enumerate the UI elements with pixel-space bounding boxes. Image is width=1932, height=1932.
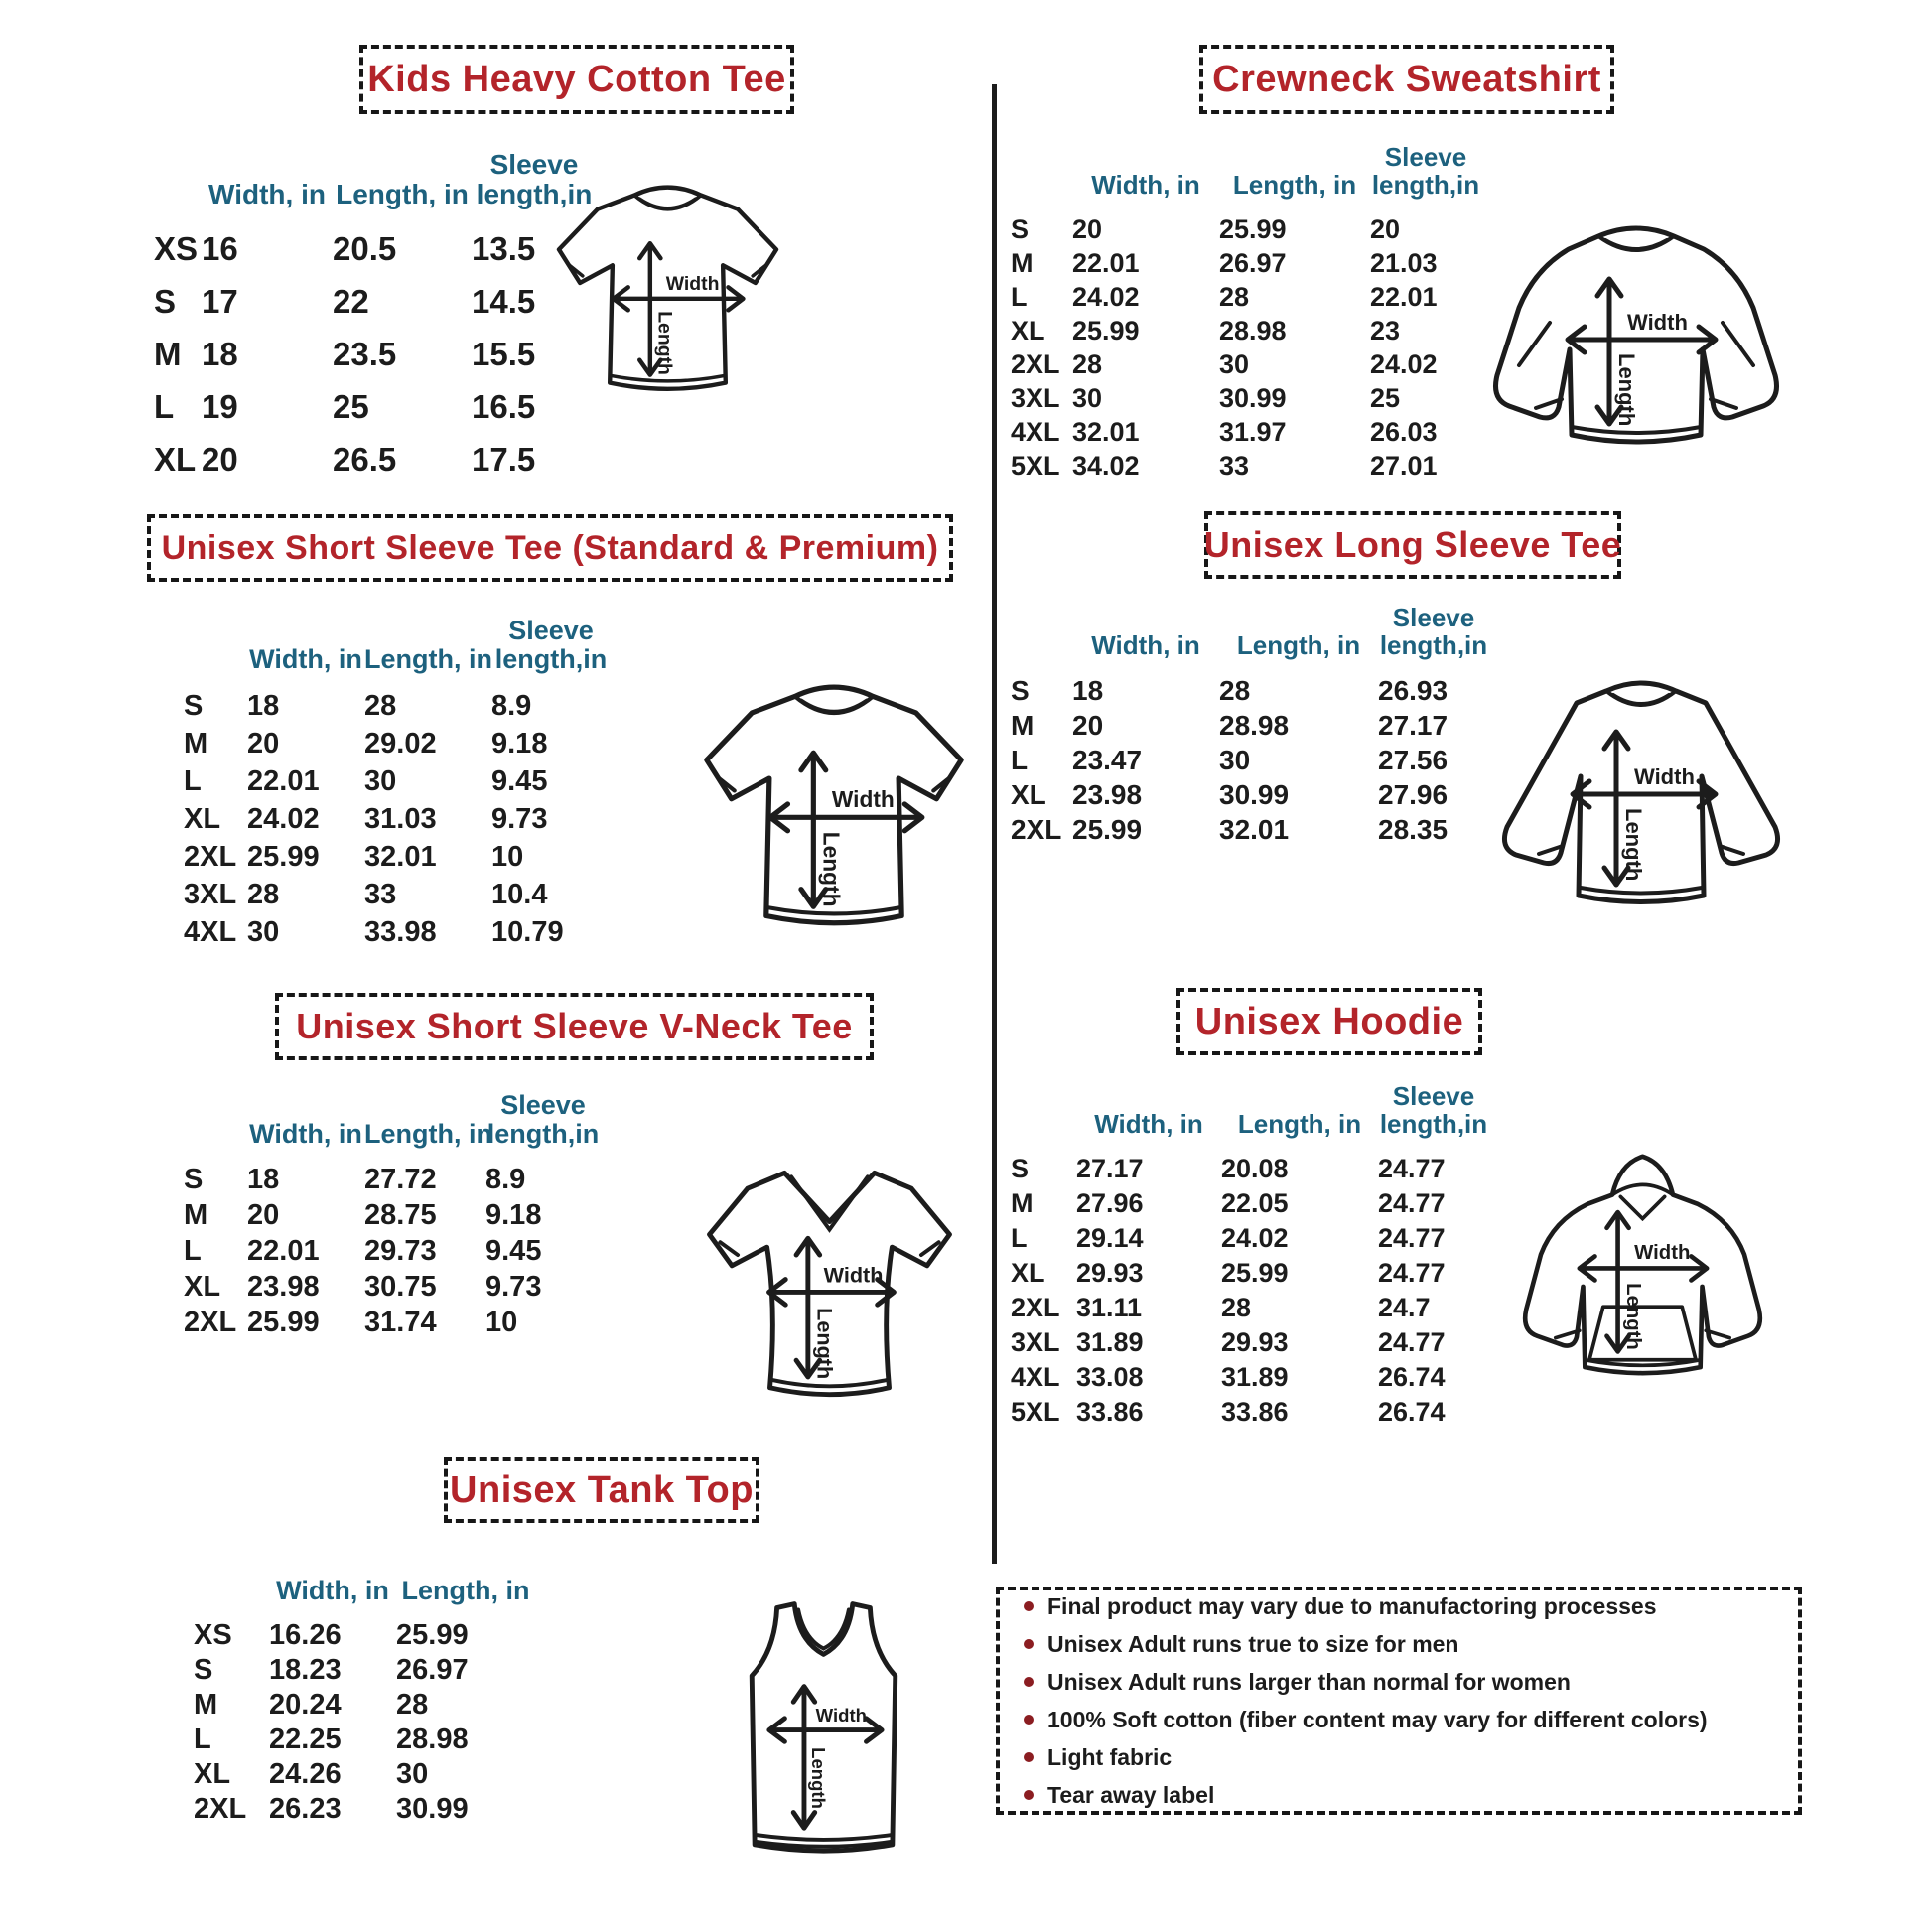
col-header-sleeve (1378, 605, 1489, 673)
width-label: Width (831, 786, 895, 812)
cell-value: 24.77 (1378, 1258, 1446, 1288)
cell-value: 24.02 (1221, 1223, 1289, 1253)
col-header-sleeve-line2: length,in (494, 643, 608, 674)
cell-value: 17.5 (472, 441, 536, 478)
cell-value: 16.26 (269, 1619, 342, 1651)
size-label: 2XL (1011, 349, 1060, 379)
cell-value: 23.5 (333, 336, 397, 372)
cell-value: 20 (247, 728, 280, 759)
cell-value: 23 (1370, 316, 1401, 345)
size-label: S (184, 1164, 204, 1195)
cell-value: 25 (333, 388, 369, 425)
cell-value: 24.77 (1378, 1327, 1446, 1357)
size-label: 5XL (1011, 1397, 1060, 1427)
col-header-length: Length, in (336, 178, 469, 209)
size-label: 3XL (1011, 1327, 1060, 1357)
cell-value: 9.45 (485, 1235, 542, 1267)
size-label: M (184, 1199, 208, 1231)
size-label: L (154, 388, 175, 425)
section-title-crewneck (1199, 45, 1614, 114)
col-header-sleeve (485, 1091, 601, 1162)
cell-value: 23.98 (247, 1271, 320, 1303)
size-label: XL (1011, 316, 1045, 345)
vneck-tee-table (184, 1070, 601, 1340)
note-item (1024, 1631, 1774, 1658)
cell-value: 32.01 (1219, 814, 1290, 845)
cell-value: 27.72 (364, 1164, 437, 1195)
cell-value: 25.99 (1221, 1258, 1289, 1288)
cell-value: 30.99 (1219, 383, 1287, 413)
section-title-text: Unisex Short Sleeve Tee (Standard & Premium) (161, 528, 939, 567)
col-header-width: Width, in (249, 643, 362, 674)
section-title-short-sleeve-tee (147, 514, 953, 582)
cell-value: 27.17 (1076, 1154, 1144, 1183)
section-title-text: Unisex Tank Top (450, 1468, 754, 1511)
note-text: 100% Soft cotton (fiber content may vary for different colors) (1047, 1706, 1708, 1732)
size-label: S (194, 1654, 213, 1686)
cell-value: 18 (247, 1164, 280, 1195)
cell-value: 28 (1219, 282, 1250, 312)
col-header-sleeve-line1: Sleeve (489, 149, 579, 181)
crewneck-illustration (1472, 208, 1800, 477)
cell-value: 25.99 (247, 841, 320, 873)
corner-spacer (1011, 659, 1072, 673)
cell-value: 24.26 (269, 1758, 342, 1790)
cell-value: 30.99 (1219, 779, 1290, 810)
cell-value: 25.99 (396, 1619, 469, 1651)
size-label: 2XL (1011, 814, 1062, 845)
size-label: M (1011, 1188, 1034, 1218)
cell-value: 10.4 (491, 879, 548, 910)
cell-value: 26.23 (269, 1793, 342, 1825)
size-label: 4XL (1011, 1362, 1060, 1392)
col-header-sleeve-line2: length,in (1379, 1108, 1488, 1139)
long-sleeve-tee-illustration (1477, 665, 1805, 943)
length-label: Length (812, 1308, 838, 1380)
size-label: S (1011, 675, 1030, 706)
kids-tee-table (154, 127, 597, 485)
cell-value: 29.73 (364, 1235, 437, 1267)
cell-value: 16 (202, 230, 238, 267)
notes-box (996, 1587, 1802, 1815)
cell-value: 31.11 (1076, 1293, 1143, 1322)
size-label: 4XL (1011, 417, 1060, 447)
cell-value: 25 (1370, 383, 1401, 413)
size-label: 2XL (1011, 1293, 1060, 1322)
corner-spacer (1011, 1138, 1076, 1152)
cell-value: 22.05 (1221, 1188, 1289, 1218)
cell-value: 20.5 (333, 230, 397, 267)
col-header-sleeve-line1: Sleeve (508, 616, 594, 646)
cell-value: 25.99 (247, 1307, 320, 1338)
vneck-tee-illustration (683, 1140, 976, 1433)
cell-value: 9.45 (491, 765, 548, 797)
size-label: 3XL (1011, 383, 1060, 413)
corner-spacer (1011, 199, 1072, 212)
size-label: XL (154, 441, 197, 478)
cell-value: 18 (247, 690, 280, 722)
size-label: XL (1011, 1258, 1045, 1288)
cell-value: 16.5 (472, 388, 536, 425)
cell-value: 30.75 (364, 1271, 437, 1303)
size-label: L (1011, 282, 1028, 312)
cell-value: 28 (396, 1689, 429, 1721)
note-text: Unisex Adult runs true to size for men (1047, 1630, 1459, 1657)
size-label: XS (154, 230, 199, 267)
cell-value: 15.5 (472, 336, 536, 372)
cell-value: 25.99 (1072, 316, 1140, 345)
col-header-sleeve-line1: Sleeve (1384, 142, 1467, 173)
cell-value: 30 (247, 916, 280, 948)
col-header-length: Length, in (1236, 629, 1361, 660)
cell-value: 20 (1370, 214, 1401, 244)
size-label: L (194, 1724, 211, 1755)
cell-value: 31.97 (1219, 417, 1287, 447)
note-text: Tear away label (1047, 1781, 1215, 1808)
cell-value: 10.79 (491, 916, 564, 948)
note-text: Final product may vary due to manufactoring processes (1047, 1592, 1657, 1619)
length-label: Length (1614, 353, 1639, 427)
cell-value: 25.99 (1219, 214, 1287, 244)
cell-value: 32.01 (364, 841, 437, 873)
width-label: Width (665, 273, 720, 295)
cell-value: 27.96 (1076, 1188, 1144, 1218)
cell-value: 9.18 (491, 728, 548, 759)
cell-value: 29.02 (364, 728, 437, 759)
short-sleeve-tee-illustration (680, 663, 988, 951)
width-label: Width (1627, 310, 1688, 335)
size-label: XS (194, 1619, 232, 1651)
size-label: XL (1011, 779, 1046, 810)
size-label: M (1011, 248, 1034, 278)
col-header-sleeve-line2: length,in (486, 1118, 600, 1149)
cell-value: 27.96 (1378, 779, 1449, 810)
cell-value: 26.74 (1378, 1362, 1446, 1392)
section-title-tank-top (444, 1457, 759, 1523)
cell-value: 30.99 (396, 1793, 469, 1825)
size-label: 2XL (194, 1793, 247, 1825)
cell-value: 28 (1219, 675, 1251, 706)
column-divider (992, 84, 997, 1564)
cell-value: 20 (1072, 214, 1103, 244)
corner-spacer (154, 208, 202, 222)
cell-value: 31.89 (1221, 1362, 1289, 1392)
cell-value: 23.98 (1072, 779, 1143, 810)
width-label: Width (815, 1704, 868, 1725)
note-item (1024, 1707, 1774, 1733)
cell-value: 18.23 (269, 1654, 342, 1686)
cell-value: 20 (1072, 710, 1104, 741)
size-label: M (194, 1689, 218, 1721)
col-header-length: Length, in (364, 643, 492, 674)
cell-value: 19 (202, 388, 238, 425)
col-header-width: Width, in (1091, 169, 1200, 200)
cell-value: 26.93 (1378, 675, 1449, 706)
corner-spacer (194, 1604, 269, 1618)
section-title-hoodie (1176, 988, 1482, 1055)
width-label: Width (823, 1262, 884, 1288)
size-label: XL (184, 1271, 221, 1303)
section-title-text: Kids Heavy Cotton Tee (367, 58, 786, 100)
cell-value: 28.98 (1219, 710, 1290, 741)
cell-value: 30 (396, 1758, 429, 1790)
bullet-dot (1024, 1715, 1034, 1725)
cell-value: 24.77 (1378, 1223, 1446, 1253)
cell-value: 29.93 (1221, 1327, 1289, 1357)
cell-value: 24.02 (1370, 349, 1438, 379)
cell-value: 17 (202, 283, 238, 320)
section-title-text: Unisex Long Sleeve Tee (1203, 524, 1622, 565)
col-header-width: Width, in (208, 178, 326, 209)
width-label: Width (1634, 764, 1695, 789)
cell-value: 23.47 (1072, 745, 1143, 775)
length-label: Length (1621, 808, 1646, 882)
section-title-long-sleeve-tee (1204, 511, 1621, 579)
cell-value: 26.97 (396, 1654, 469, 1686)
hoodie-illustration (1491, 1142, 1794, 1417)
cell-value: 27.56 (1378, 745, 1449, 775)
cell-value: 21.03 (1370, 248, 1438, 278)
col-header-length: Length, in (364, 1118, 492, 1149)
cell-value: 28.98 (396, 1724, 469, 1755)
cell-value: 24.02 (247, 803, 320, 835)
cell-value: 33.08 (1076, 1362, 1144, 1392)
size-label: S (184, 690, 204, 722)
section-title-text: Unisex Short Sleeve V-Neck Tee (296, 1006, 853, 1046)
size-label: M (184, 728, 208, 759)
cell-value: 10 (491, 841, 524, 873)
cell-value: 13.5 (472, 230, 536, 267)
size-label: 5XL (1011, 451, 1060, 481)
cell-value: 28 (247, 879, 280, 910)
col-header-width: Width, in (276, 1575, 389, 1605)
note-text: Unisex Adult runs larger than normal for women (1047, 1668, 1571, 1695)
cell-value: 28.75 (364, 1199, 437, 1231)
corner-spacer (184, 1148, 247, 1162)
note-text: Light fabric (1047, 1743, 1173, 1770)
cell-value: 26.97 (1219, 248, 1287, 278)
short-sleeve-tee-table (184, 596, 611, 951)
cell-value: 32.01 (1072, 417, 1140, 447)
cell-value: 22.01 (247, 765, 320, 797)
section-title-vneck-tee (275, 993, 874, 1060)
cell-value: 24.77 (1378, 1154, 1446, 1183)
note-item (1024, 1744, 1774, 1771)
col-header-sleeve-line1: Sleeve (1392, 1081, 1475, 1112)
cell-value: 20.24 (269, 1689, 342, 1721)
note-item (1024, 1669, 1774, 1696)
cell-value: 20 (202, 441, 238, 478)
size-label: 4XL (184, 916, 237, 948)
cell-value: 28 (1221, 1293, 1252, 1322)
section-title-text: Unisex Hoodie (1194, 1000, 1464, 1042)
width-label: Width (1634, 1242, 1691, 1265)
cell-value: 22.25 (269, 1724, 342, 1755)
cell-value: 30 (1072, 383, 1103, 413)
cell-value: 33.98 (364, 916, 437, 948)
cell-value: 28.35 (1378, 814, 1449, 845)
cell-value: 28.98 (1219, 316, 1287, 345)
col-header-length: Length, in (401, 1575, 530, 1605)
bullet-dot (1024, 1790, 1034, 1800)
cell-value: 27.17 (1378, 710, 1449, 741)
size-label: L (184, 765, 202, 797)
size-label: XL (194, 1758, 231, 1790)
cell-value: 31.74 (364, 1307, 437, 1338)
cell-value: 22 (333, 283, 369, 320)
bullet-dot (1024, 1752, 1034, 1762)
size-label: S (1011, 1154, 1030, 1183)
cell-value: 33 (1219, 451, 1250, 481)
length-label: Length (818, 831, 845, 907)
cell-value: 22.01 (1072, 248, 1140, 278)
size-label: 3XL (184, 879, 237, 910)
cell-value: 8.9 (485, 1164, 526, 1195)
note-item (1024, 1593, 1774, 1620)
cell-value: 14.5 (472, 283, 536, 320)
size-label: S (1011, 214, 1030, 244)
cell-value: 30 (1219, 349, 1250, 379)
length-label: Length (807, 1747, 829, 1809)
col-header-width: Width, in (1091, 629, 1200, 660)
cell-value: 8.9 (491, 690, 532, 722)
cell-value: 25.99 (1072, 814, 1143, 845)
col-header-width: Width, in (249, 1118, 362, 1149)
cell-value: 18 (202, 336, 238, 372)
col-header-sleeve-line2: length,in (1371, 169, 1480, 200)
length-label: Length (1621, 1283, 1644, 1350)
col-header-sleeve (491, 617, 611, 687)
cell-value: 9.18 (485, 1199, 542, 1231)
col-header-sleeve (1370, 144, 1481, 212)
cell-value: 28 (1072, 349, 1103, 379)
col-header-sleeve-line2: length,in (1379, 629, 1488, 660)
section-title-text: Crewneck Sweatshirt (1212, 58, 1601, 100)
hoodie-table (1011, 1062, 1489, 1430)
cell-value: 30 (364, 765, 397, 797)
size-label: L (1011, 1223, 1028, 1253)
cell-value: 22.01 (1370, 282, 1438, 312)
cell-value: 33.86 (1221, 1397, 1289, 1427)
cell-value: 27.01 (1370, 451, 1438, 481)
cell-value: 33.86 (1076, 1397, 1144, 1427)
cell-value: 30 (1219, 745, 1251, 775)
col-header-sleeve-line2: length,in (476, 178, 593, 209)
cell-value: 33 (364, 879, 397, 910)
cell-value: 26.74 (1378, 1397, 1446, 1427)
size-label: 2XL (184, 1307, 237, 1338)
length-label: Length (653, 311, 676, 375)
col-header-width: Width, in (1094, 1108, 1203, 1139)
cell-value: 26.03 (1370, 417, 1438, 447)
cell-value: 9.73 (485, 1271, 542, 1303)
col-header-sleeve (1378, 1083, 1489, 1152)
kids-tee-illustration (536, 167, 799, 413)
cell-value: 24.7 (1378, 1293, 1431, 1322)
cell-value: 10 (485, 1307, 518, 1338)
cell-value: 29.93 (1076, 1258, 1144, 1288)
size-label: M (154, 336, 182, 372)
col-header-length: Length, in (1237, 1108, 1362, 1139)
corner-spacer (184, 673, 247, 687)
size-label: XL (184, 803, 221, 835)
cell-value: 31.03 (364, 803, 437, 835)
tank-top-table (194, 1549, 535, 1827)
crewneck-table (1011, 121, 1481, 483)
col-header-length: Length, in (1232, 169, 1357, 200)
cell-value: 28 (364, 690, 397, 722)
cell-value: 9.73 (491, 803, 548, 835)
size-label: L (184, 1235, 202, 1267)
long-sleeve-tee-table (1011, 584, 1489, 847)
bullet-dot (1024, 1639, 1034, 1649)
size-label: S (154, 283, 177, 320)
col-header-sleeve-line1: Sleeve (1392, 603, 1475, 633)
bullet-dot (1024, 1677, 1034, 1687)
size-label: 2XL (184, 841, 237, 873)
cell-value: 20 (247, 1199, 280, 1231)
col-header-sleeve-line1: Sleeve (500, 1090, 586, 1121)
bullet-dot (1024, 1601, 1034, 1611)
cell-value: 20.08 (1221, 1154, 1289, 1183)
cell-value: 22.01 (247, 1235, 320, 1267)
cell-value: 29.14 (1076, 1223, 1144, 1253)
size-label: M (1011, 710, 1035, 741)
cell-value: 34.02 (1072, 451, 1140, 481)
note-item (1024, 1782, 1774, 1809)
section-title-kids-tee (359, 45, 794, 114)
cell-value: 18 (1072, 675, 1104, 706)
cell-value: 31.89 (1076, 1327, 1144, 1357)
size-label: L (1011, 745, 1029, 775)
cell-value: 24.02 (1072, 282, 1140, 312)
cell-value: 26.5 (333, 441, 397, 478)
tank-top-illustration (717, 1587, 930, 1877)
cell-value: 24.77 (1378, 1188, 1446, 1218)
